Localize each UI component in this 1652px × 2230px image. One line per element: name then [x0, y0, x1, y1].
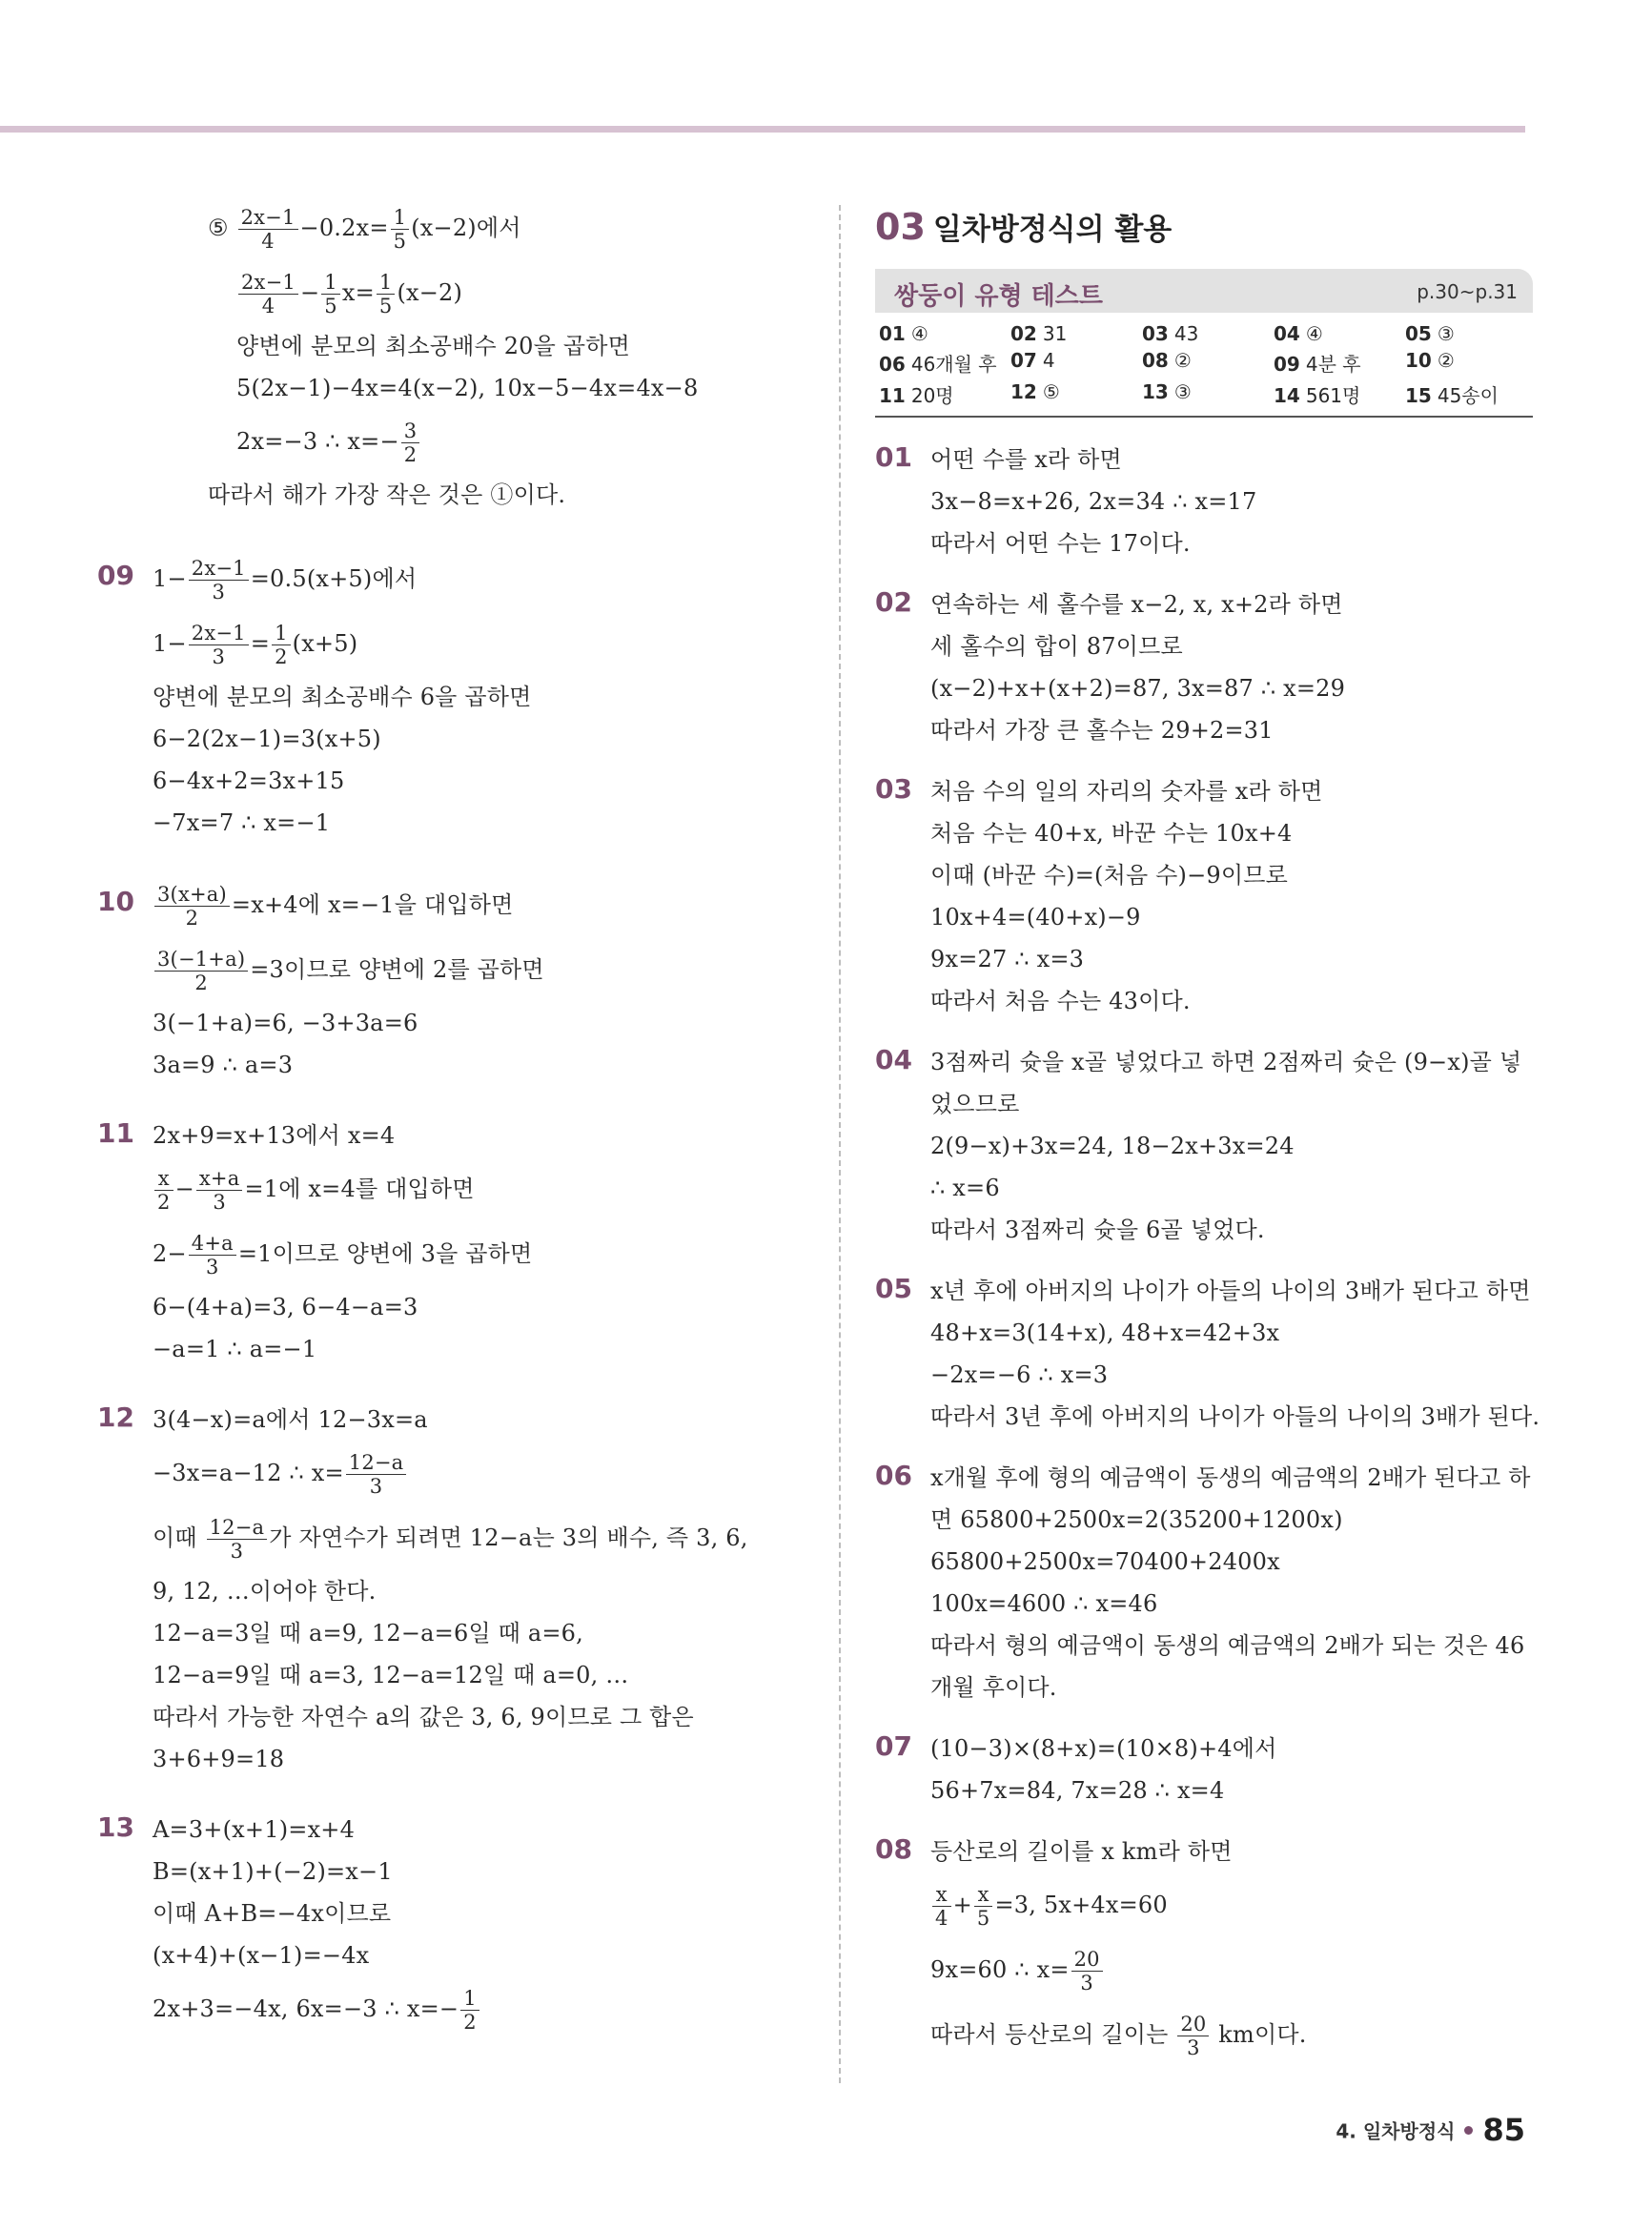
expr-text: −3x=a−12 ∴ x= — [153, 1460, 344, 1486]
numerator: x — [932, 1883, 951, 1907]
solution-line: (x−2)+x+(x+2)=87, 3x=87 ∴ x=29 — [930, 675, 1346, 702]
expr-text: + — [952, 1892, 972, 1918]
section-heading: 일차방정식의 활용 — [932, 213, 1173, 247]
page-footer — [1336, 2112, 1525, 2148]
answer-number: 11 — [879, 384, 906, 407]
expr-text: =0.5(x+5)에서 — [250, 565, 418, 592]
answer-value: 20명 — [910, 384, 954, 407]
numerator: 2x−1 — [189, 557, 249, 581]
denominator: 2 — [157, 1191, 171, 1214]
solution-line: 3x−8=x+26, 2x=34 ∴ x=17 — [930, 488, 1257, 515]
solution-line: 었으므로 — [930, 1091, 1020, 1117]
solution-line: 따라서 3년 후에 아버지의 나이가 아들의 나이의 3배가 된다. — [930, 1403, 1540, 1430]
problem-04 — [875, 1041, 1533, 1251]
denominator: 3 — [213, 1191, 226, 1214]
fraction — [932, 1883, 951, 1930]
numerator: 1 — [460, 1987, 479, 2011]
answer-item — [1274, 322, 1405, 345]
answer-item — [1274, 349, 1405, 377]
answer-value: 43 — [1173, 322, 1199, 345]
answer-value: 31 — [1042, 322, 1068, 345]
answer-item — [1274, 380, 1405, 408]
expr-text: (x+5) — [292, 630, 358, 657]
section-title — [875, 205, 1533, 248]
problem-07 — [875, 1728, 1533, 1811]
numerator: 2x−1 — [238, 271, 298, 295]
solution-line — [153, 1156, 810, 1221]
answer-number: 13 — [1142, 380, 1169, 403]
expr-text: 2x=−3 ∴ x=− — [236, 428, 399, 455]
solution-line — [153, 1505, 810, 1570]
column-divider — [839, 205, 841, 2083]
solution-line: 3(−1+a)=6, −3+3a=6 — [153, 1010, 418, 1036]
answer-item — [1142, 322, 1274, 345]
problem-10 — [97, 872, 810, 1086]
solution-line: 처음 수는 40+x, 바꾼 수는 10x+4 — [930, 820, 1293, 847]
solution-line — [930, 1872, 1533, 1937]
denominator: 2 — [463, 2011, 477, 2034]
fraction — [377, 271, 396, 317]
denominator: 4 — [261, 230, 275, 253]
numerator: 3(x+a) — [154, 883, 230, 907]
problem-03 — [875, 770, 1533, 1022]
denominator: 2 — [403, 443, 418, 466]
numerator: 1 — [272, 622, 291, 645]
fraction — [974, 1883, 993, 1930]
solution-line: 3a=9 ∴ a=3 — [153, 1052, 294, 1078]
solution-line: 6−(4+a)=3, 6−4−a=3 — [153, 1294, 418, 1320]
answer-number: 10 — [1405, 349, 1432, 372]
expr-text: − — [174, 1176, 194, 1202]
solution-line: 따라서 해가 가장 작은 것은 ①이다. — [208, 481, 566, 508]
solution-line: 개월 후이다. — [930, 1674, 1057, 1701]
solution-line: 어떤 수를 x라 하면 — [930, 446, 1122, 473]
solution-line — [153, 546, 810, 611]
expr-text: =3, 5x+4x=60 — [994, 1892, 1168, 1918]
answer-number: 04 — [1274, 322, 1300, 345]
problem-11 — [97, 1115, 810, 1370]
solution-line: 6−2(2x−1)=3(x+5) — [153, 726, 381, 752]
answer-value: ④ — [910, 322, 928, 345]
answer-item — [879, 380, 1010, 408]
fraction — [1071, 1948, 1103, 1995]
problem-number: 10 — [97, 886, 134, 917]
denominator: 3 — [369, 1475, 383, 1498]
solution-line: 면 65800+2500x=2(35200+1200x) — [930, 1506, 1343, 1533]
problem-number: 05 — [875, 1273, 912, 1304]
answer-item — [1142, 380, 1274, 408]
solution-line: 56+7x=84, 7x=28 ∴ x=4 — [930, 1777, 1225, 1804]
expr-text: (x−2) — [397, 279, 463, 306]
answer-value: 4분 후 — [1305, 353, 1361, 376]
problem-02 — [875, 583, 1533, 751]
solution-line: 따라서 형의 예금액이 동생의 예금액의 2배가 되는 것은 46 — [930, 1632, 1525, 1659]
solution-line: 따라서 어떤 수는 17이다. — [930, 530, 1191, 557]
problem-08-continued — [153, 195, 810, 516]
page-range: p.30~p.31 — [1417, 280, 1518, 303]
fraction — [154, 883, 230, 930]
denominator: 3 — [206, 1256, 219, 1279]
expr-text: =1에 x=4를 대입하면 — [244, 1176, 475, 1202]
expr-text: x= — [341, 279, 375, 306]
solution-line: x년 후에 아버지의 나이가 아들의 나이의 3배가 된다고 하면 — [930, 1278, 1531, 1304]
problem-number: 13 — [97, 1811, 134, 1843]
expr-text: 이때 — [153, 1524, 205, 1551]
numerator: 2x−1 — [238, 206, 298, 230]
top-decorative-bar — [0, 126, 1525, 133]
fraction — [238, 206, 298, 253]
answer-value: ② — [1437, 349, 1455, 372]
denominator: 3 — [1080, 1972, 1093, 1995]
numerator: 12−a — [207, 1516, 268, 1540]
solution-line: 양변에 분모의 최소공배수 6을 곱하면 — [153, 684, 532, 710]
answer-item — [879, 322, 1010, 345]
expr-text: =3이므로 양변에 2를 곱하면 — [250, 956, 544, 983]
numerator: x+a — [196, 1167, 243, 1191]
solution-line: 3+6+9=18 — [153, 1746, 285, 1772]
page-number: 85 — [1482, 2112, 1525, 2148]
numerator: 4+a — [189, 1232, 236, 1256]
problem-number: 02 — [875, 586, 912, 618]
answer-item — [1405, 380, 1537, 408]
answer-number: 03 — [1142, 322, 1169, 345]
solution-line: 3(4−x)=a에서 12−3x=a — [153, 1406, 428, 1433]
answer-number: 12 — [1010, 380, 1037, 403]
expr-text: 가 자연수가 되려면 12−a는 3의 배수, 즉 3, 6, — [269, 1524, 748, 1551]
problem-12 — [97, 1399, 810, 1780]
solution-line — [208, 195, 810, 260]
expr-text: (x−2)에서 — [411, 215, 521, 241]
denominator: 4 — [261, 295, 275, 317]
solution-line: x개월 후에 형의 예금액이 동생의 예금액의 2배가 된다고 하 — [930, 1464, 1531, 1491]
fraction — [460, 1987, 479, 2034]
denominator: 3 — [212, 645, 226, 668]
problem-number: 06 — [875, 1460, 912, 1491]
solution-line: ∴ x=6 — [930, 1175, 1000, 1201]
problem-number: 12 — [97, 1401, 134, 1433]
numerator: 3 — [401, 419, 420, 443]
answer-item — [1010, 322, 1142, 345]
answer-number: 05 — [1405, 322, 1432, 345]
answer-number: 07 — [1010, 349, 1037, 372]
answer-value: ④ — [1305, 322, 1323, 345]
numerator: x — [974, 1883, 993, 1907]
numerator: 1 — [377, 271, 396, 295]
answer-number: 09 — [1274, 353, 1300, 376]
numerator: 12−a — [346, 1451, 407, 1475]
problem-number: 11 — [97, 1117, 134, 1149]
problem-number: 04 — [875, 1044, 912, 1075]
fraction — [346, 1451, 407, 1498]
problem-number: 07 — [875, 1730, 912, 1762]
solution-line: 따라서 가능한 자연수 a의 값은 3, 6, 9이므로 그 합은 — [153, 1704, 694, 1730]
denominator: 3 — [230, 1540, 244, 1563]
solution-line: 이때 (바꾼 수)=(처음 수)−9이므로 — [930, 862, 1289, 889]
problem-01 — [875, 439, 1533, 564]
solution-line: 48+x=3(14+x), 48+x=42+3x — [930, 1320, 1280, 1346]
expr-text: 따라서 등산로의 길이는 — [930, 2021, 1176, 2048]
solution-line: −2x=−6 ∴ x=3 — [930, 1361, 1109, 1388]
solution-line: A=3+(x+1)=x+4 — [153, 1816, 356, 1843]
fraction — [1177, 2013, 1209, 2059]
solution-line: 2x+9=x+13에서 x=4 — [153, 1122, 396, 1149]
choice-mark: ⑤ — [208, 215, 229, 241]
banner-title: 쌍둥이 유형 테스트 — [894, 282, 1104, 311]
solution-line: 양변에 분모의 최소공배수 20을 곱하면 — [236, 333, 631, 359]
chapter-label: 4. 일차방정식 — [1336, 2119, 1456, 2143]
fraction — [189, 1232, 236, 1279]
solution-line: −7x=7 ∴ x=−1 — [153, 809, 331, 836]
numerator: 3(−1+a) — [154, 948, 248, 972]
solution-line: 따라서 3점짜리 슛을 6골 넣었다. — [930, 1217, 1265, 1243]
fraction — [391, 206, 410, 253]
problem-06 — [875, 1457, 1533, 1708]
answer-value: ③ — [1173, 380, 1192, 403]
denominator: 2 — [185, 907, 199, 930]
expr-text: 9x=60 ∴ x= — [930, 1956, 1070, 1983]
solution-line — [930, 2002, 1533, 2067]
bullet-dot — [1464, 2126, 1473, 2135]
numerator: 1 — [321, 271, 340, 295]
answer-value: 4 — [1042, 349, 1055, 372]
denominator: 4 — [935, 1907, 948, 1930]
denominator: 2 — [194, 972, 208, 994]
denominator: 5 — [393, 230, 407, 253]
numerator: 20 — [1071, 1948, 1103, 1972]
denominator: 5 — [324, 295, 337, 317]
solution-line — [930, 1937, 1533, 2002]
fraction — [272, 622, 291, 668]
problem-number: 09 — [97, 560, 134, 591]
problem-05 — [875, 1270, 1540, 1438]
solution-line: 12−a=9일 때 a=3, 12−a=12일 때 a=0, … — [153, 1662, 629, 1688]
problem-number: 08 — [875, 1833, 912, 1865]
solution-line: (x+4)+(x−1)=−4x — [153, 1942, 370, 1969]
fraction — [189, 557, 249, 604]
solution-line — [208, 409, 810, 474]
solution-line: 3점짜리 슛을 x골 넣었다고 하면 2점짜리 슛은 (9−x)골 넣 — [930, 1049, 1522, 1075]
answer-value: ② — [1173, 349, 1192, 372]
answer-item — [879, 349, 1010, 377]
solution-line: 9, 12, …이어야 한다. — [153, 1578, 377, 1605]
solution-line: (10−3)×(8+x)=(10×8)+4에서 — [930, 1735, 1277, 1762]
numerator: x — [154, 1167, 173, 1191]
numerator: 2x−1 — [189, 622, 249, 645]
solution-line — [153, 937, 810, 1002]
answer-item — [1142, 349, 1274, 377]
expr-text: −0.2x= — [299, 215, 389, 241]
fraction — [321, 271, 340, 317]
right-problems — [875, 439, 1540, 1811]
solution-line: 12−a=3일 때 a=9, 12−a=6일 때 a=6, — [153, 1620, 583, 1647]
solution-line — [153, 1441, 810, 1505]
answer-number: 01 — [879, 322, 906, 345]
problem-08-right — [875, 1831, 1533, 2067]
solution-line: 연속하는 세 홀수를 x−2, x, x+2라 하면 — [930, 591, 1343, 618]
answer-value: ③ — [1437, 322, 1455, 345]
expr-text: 1− — [153, 565, 187, 592]
answer-item — [1010, 349, 1142, 377]
solution-line — [153, 1221, 810, 1286]
answer-value: 45송이 — [1437, 384, 1499, 407]
solution-line: 5(2x−1)−4x=4(x−2), 10x−5−4x=4x−8 — [236, 375, 699, 401]
expr-text: =1이므로 양변에 3을 곱하면 — [237, 1240, 533, 1267]
numerator: 20 — [1177, 2013, 1209, 2036]
solution-line: 처음 수의 일의 자리의 숫자를 x라 하면 — [930, 778, 1323, 805]
solution-line: 등산로의 길이를 x km라 하면 — [930, 1838, 1233, 1865]
fraction — [238, 271, 298, 317]
problem-number: 03 — [875, 773, 912, 805]
expr-text: = — [250, 630, 271, 657]
answer-number: 15 — [1405, 384, 1432, 407]
solution-line: 6−4x+2=3x+15 — [153, 767, 345, 794]
expr-text: 1− — [153, 630, 187, 657]
solution-line — [153, 872, 810, 937]
fraction — [196, 1167, 243, 1214]
denominator: 5 — [378, 295, 393, 317]
solution-line: 이때 A+B=−4x이므로 — [153, 1900, 392, 1927]
answer-value: 46개월 후 — [910, 353, 997, 376]
solution-line: 100x=4600 ∴ x=46 — [930, 1590, 1158, 1617]
solution-line: 65800+2500x=70400+2400x — [930, 1548, 1280, 1575]
answer-value: 561명 — [1305, 384, 1361, 407]
problem-13 — [97, 1809, 810, 2041]
solution-line: B=(x+1)+(−2)=x−1 — [153, 1858, 393, 1885]
answer-number: 08 — [1142, 349, 1169, 372]
fraction — [207, 1516, 268, 1563]
solution-line — [153, 611, 810, 676]
denominator: 3 — [212, 581, 226, 604]
answer-number: 06 — [879, 353, 906, 376]
test-banner — [875, 269, 1533, 313]
left-column — [97, 195, 810, 2041]
solution-line: 따라서 가장 큰 홀수는 29+2=31 — [930, 717, 1274, 744]
solution-line: −a=1 ∴ a=−1 — [153, 1336, 317, 1362]
answer-grid — [875, 313, 1533, 418]
solution-line: 세 홀수의 합이 87이므로 — [930, 633, 1183, 660]
solution-line — [208, 260, 810, 325]
right-column — [875, 195, 1540, 2067]
denominator: 3 — [1187, 2036, 1200, 2059]
problem-09 — [97, 546, 810, 844]
problem-number: 01 — [875, 441, 912, 473]
answer-item — [1405, 322, 1537, 345]
answer-item — [1010, 380, 1142, 408]
expr-text: 2− — [153, 1240, 187, 1267]
numerator: 1 — [391, 206, 410, 230]
expr-text: 2x+3=−4x, 6x=−3 ∴ x=− — [153, 1995, 459, 2022]
solution-line — [153, 1976, 810, 2041]
fraction — [154, 948, 248, 994]
fraction — [189, 622, 249, 668]
answer-item — [1405, 349, 1537, 377]
answer-number: 02 — [1010, 322, 1037, 345]
solution-line: 따라서 처음 수는 43이다. — [930, 988, 1191, 1014]
expr-text: − — [299, 279, 320, 306]
solution-line: 2(9−x)+3x=24, 18−2x+3x=24 — [930, 1133, 1295, 1159]
expr-text: km이다. — [1211, 2021, 1307, 2048]
section-number: 03 — [875, 206, 926, 248]
denominator: 2 — [275, 645, 288, 668]
fraction — [154, 1167, 173, 1214]
answer-number: 14 — [1274, 384, 1300, 407]
solution-line: 10x+4=(40+x)−9 — [930, 904, 1141, 931]
answer-value: ⑤ — [1042, 380, 1060, 403]
denominator: 5 — [976, 1907, 990, 1930]
expr-text: =x+4에 x=−1을 대입하면 — [231, 891, 514, 918]
solution-line: 9x=27 ∴ x=3 — [930, 946, 1085, 972]
fraction — [401, 419, 420, 466]
